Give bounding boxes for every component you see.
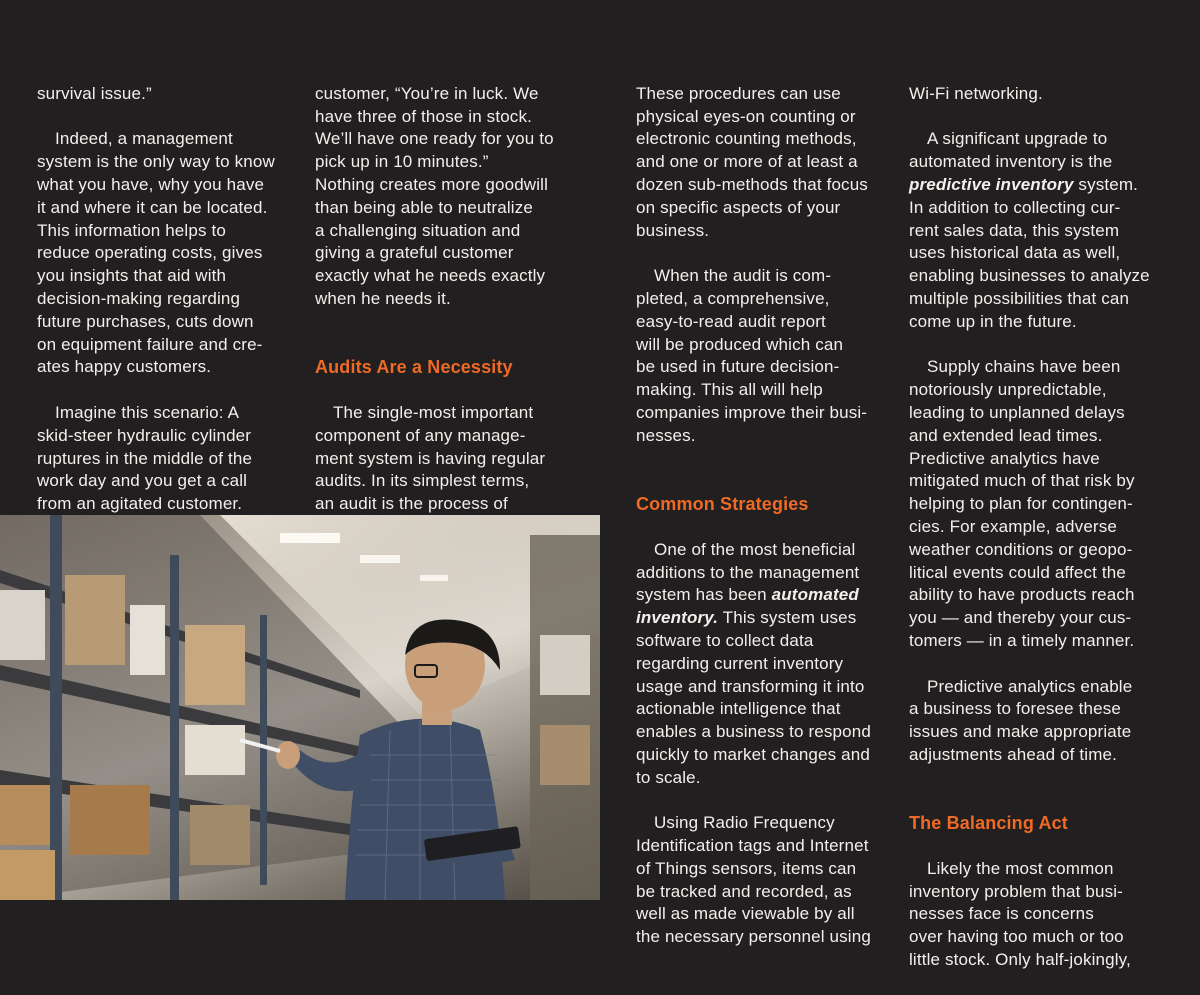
column-2 [315,60,577,584]
paragraph: Supply chains have been notoriously unpredictable, leading to unplanned delays and extended lead times. Predictive analytics have mitigated much of that risk by helping to plan for contingen- cies. For example, adverse weather conditions or geopo- litical events could affect the ability to have products reach you — and thereby your cus- tomers — in a timely manner. [909,357,1135,650]
section-heading: Audits Are a Necessity [315,357,513,378]
paragraph: The single-most important component of any manage- ment system is having regular audits. In its simplest terms, an audit is the process of [315,402,546,514]
paragraph: customer, “You’re in luck. We have three of those in stock. We’ll have one ready for you to pick up in 10 minutes.” Nothing creates more goodwill than being able to neutralize a challenging situation and giving a grateful customer exactly what he needs exactly when he needs it. [315,83,554,308]
emphasis: automated [771,585,859,605]
paragraph: Predictive analytics enable a business to foresee these issues and make appropriate adjustments ahead of time. [909,676,1133,764]
paragraph [909,128,1171,333]
emphasis: inventory. [636,608,719,628]
warehouse-illustration [0,515,600,900]
column-1 [37,60,299,584]
paragraph: Wi-Fi networking. [909,83,1043,103]
paragraph [636,539,898,790]
paragraph: When the audit is com- pleted, a comprehensive, easy-to-read audit report will be produced which can be used in future decision- making. This all will help companies improve their busi- nesses. [636,266,868,445]
text-run: system. In addition to collecting cur- rent sales data, this system uses historical data as well, enabling businesses to analyze multiple possibilities that can come up in the future. [909,174,1150,331]
paragraph: Imagine this scenario: A skid-steer hydraulic cylinder ruptures in the middle of the work day and you get a call from an agitated customer. [37,402,253,514]
column-3 [636,60,898,972]
section-heading: The Balancing Act [909,813,1068,834]
paragraph: Indeed, a management system is the only way to know what you have, why you have it and where it can be located. This information helps to reduce operating costs, gives you insights that aid with decision-making regarding future purchases, cuts down on equipment failure and cre- ates happy customers. [37,129,275,377]
paragraph: Using Radio Frequency Identification tags and Internet of Things sensors, items can be tracked and recorded, as well as made viewable by all the necessary personnel using [636,813,871,947]
text-run: A significant upgrade to automated inventory is the [909,129,1113,172]
warehouse-photo [0,515,600,900]
paragraph: survival issue.” [37,83,152,103]
paragraph: These procedures can use physical eyes-on counting or electronic counting methods, and one or more of at least a dozen sub-methods that focus on specific aspects of your business. [636,83,868,240]
text-run: One of the most beneficial additions to the management system has been [636,539,860,605]
paragraph: Likely the most common inventory problem that busi- nesses face is concerns over having too much or too little stock. Only half-jokingly, [909,858,1131,970]
emphasis: predictive inventory [909,174,1074,194]
column-4 [909,60,1171,995]
text-run: This system uses software to collect data regarding current inventory usage and transforming it into actionable intelligence that enables a business to respond quickly to market changes and to scale. [636,608,871,787]
section-heading: Common Strategies [636,494,809,515]
